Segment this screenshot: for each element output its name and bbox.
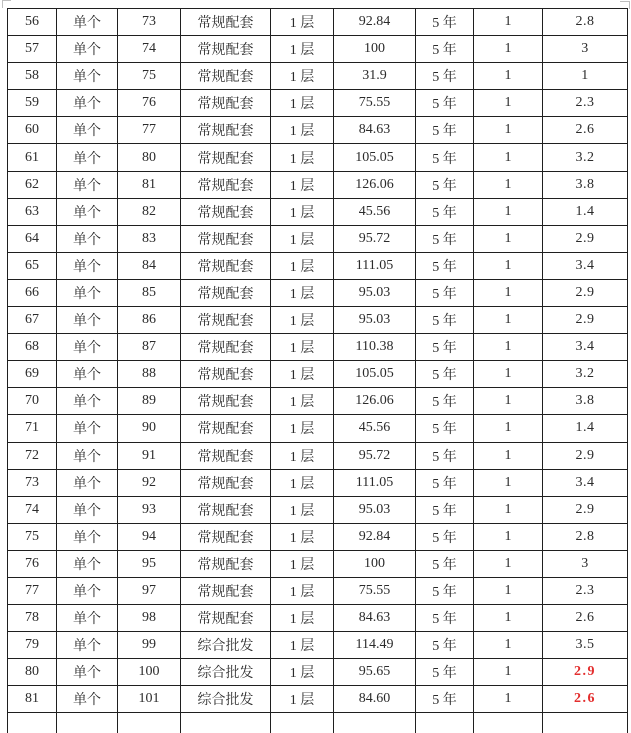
cell-category[interactable]: 常规配套 xyxy=(181,469,271,496)
cell-category[interactable]: 常规配套 xyxy=(181,496,271,523)
cell-floor[interactable]: 1 层 xyxy=(271,279,334,306)
cell-category[interactable]: 常规配套 xyxy=(181,36,271,63)
cell-floor[interactable]: 1 层 xyxy=(271,144,334,171)
table-row xyxy=(8,442,628,469)
cell-floor[interactable]: 1 层 xyxy=(271,686,334,713)
table-row-partial xyxy=(8,713,628,733)
cell-type[interactable]: 单个 xyxy=(57,225,118,252)
cell-shop-number[interactable]: 81 xyxy=(118,171,181,198)
cell-count[interactable]: 1 xyxy=(474,550,543,577)
cell-rate[interactable]: 2.8 xyxy=(543,9,628,36)
cell-count[interactable]: 1 xyxy=(474,496,543,523)
cell-area[interactable]: 92.84 xyxy=(334,523,416,550)
cell-rate[interactable]: 2.9 xyxy=(543,496,628,523)
cell-term[interactable]: 5 年 xyxy=(416,252,474,279)
cell-floor[interactable]: 1 层 xyxy=(271,334,334,361)
cell-category[interactable]: 常规配套 xyxy=(181,225,271,252)
cell-rate[interactable]: 2.9 xyxy=(543,442,628,469)
cell-shop-number[interactable]: 95 xyxy=(118,550,181,577)
cell-type[interactable]: 单个 xyxy=(57,577,118,604)
cell-count[interactable]: 1 xyxy=(474,198,543,225)
table-row xyxy=(8,523,628,550)
cell-count[interactable]: 1 xyxy=(474,36,543,63)
cell-area[interactable]: 45.56 xyxy=(334,198,416,225)
cell-empty xyxy=(271,713,334,733)
cell-area[interactable]: 100 xyxy=(334,36,416,63)
cell-floor[interactable]: 1 层 xyxy=(271,361,334,388)
cell-count[interactable]: 1 xyxy=(474,171,543,198)
cell-rate[interactable]: 2.6 xyxy=(543,686,628,713)
cell-term[interactable]: 5 年 xyxy=(416,550,474,577)
cell-shop-number[interactable]: 87 xyxy=(118,334,181,361)
cell-rate[interactable]: 3.8 xyxy=(543,388,628,415)
cell-area[interactable]: 95.03 xyxy=(334,279,416,306)
table-row xyxy=(8,659,628,686)
table-row xyxy=(8,63,628,90)
cell-floor[interactable]: 1 层 xyxy=(271,442,334,469)
cell-rate[interactable]: 2.6 xyxy=(543,117,628,144)
cell-serial[interactable]: 76 xyxy=(8,550,57,577)
cell-type[interactable]: 单个 xyxy=(57,415,118,442)
table-row xyxy=(8,36,628,63)
cell-area[interactable]: 45.56 xyxy=(334,415,416,442)
cell-category[interactable]: 常规配套 xyxy=(181,171,271,198)
cell-shop-number[interactable]: 76 xyxy=(118,90,181,117)
cell-serial[interactable]: 71 xyxy=(8,415,57,442)
cell-rate[interactable]: 2.8 xyxy=(543,523,628,550)
cell-term[interactable]: 5 年 xyxy=(416,279,474,306)
cell-category[interactable]: 常规配套 xyxy=(181,117,271,144)
cell-rate[interactable]: 1 xyxy=(543,63,628,90)
cell-count[interactable]: 1 xyxy=(474,686,543,713)
cell-serial[interactable]: 78 xyxy=(8,605,57,632)
cell-type[interactable]: 单个 xyxy=(57,659,118,686)
cell-count[interactable]: 1 xyxy=(474,144,543,171)
cell-area[interactable]: 95.03 xyxy=(334,307,416,334)
cell-area[interactable]: 114.49 xyxy=(334,632,416,659)
cell-category[interactable]: 常规配套 xyxy=(181,605,271,632)
cell-area[interactable]: 84.60 xyxy=(334,686,416,713)
cell-rate[interactable]: 3.2 xyxy=(543,361,628,388)
cell-term[interactable]: 5 年 xyxy=(416,659,474,686)
cell-rate[interactable]: 3 xyxy=(543,550,628,577)
cell-term[interactable]: 5 年 xyxy=(416,307,474,334)
cell-serial[interactable]: 64 xyxy=(8,225,57,252)
cell-count[interactable]: 1 xyxy=(474,279,543,306)
table-row xyxy=(8,577,628,604)
cell-term[interactable]: 5 年 xyxy=(416,144,474,171)
cell-term[interactable]: 5 年 xyxy=(416,117,474,144)
cell-type[interactable]: 单个 xyxy=(57,144,118,171)
cell-count[interactable]: 1 xyxy=(474,307,543,334)
cell-floor[interactable]: 1 层 xyxy=(271,36,334,63)
cell-term[interactable]: 5 年 xyxy=(416,577,474,604)
cell-area[interactable]: 31.9 xyxy=(334,63,416,90)
cell-category[interactable]: 常规配套 xyxy=(181,90,271,117)
cell-type[interactable]: 单个 xyxy=(57,496,118,523)
cell-category[interactable]: 常规配套 xyxy=(181,388,271,415)
cell-floor[interactable]: 1 层 xyxy=(271,198,334,225)
cell-serial[interactable]: 58 xyxy=(8,63,57,90)
cell-area[interactable]: 126.06 xyxy=(334,388,416,415)
cell-term[interactable]: 5 年 xyxy=(416,334,474,361)
cell-type[interactable]: 单个 xyxy=(57,605,118,632)
table-row xyxy=(8,496,628,523)
cell-term[interactable]: 5 年 xyxy=(416,198,474,225)
cell-count[interactable]: 1 xyxy=(474,415,543,442)
cell-category[interactable]: 常规配套 xyxy=(181,307,271,334)
cell-type[interactable]: 单个 xyxy=(57,550,118,577)
cell-shop-number[interactable]: 88 xyxy=(118,361,181,388)
table-row xyxy=(8,144,628,171)
cell-category[interactable]: 综合批发 xyxy=(181,632,271,659)
cell-rate[interactable]: 2.3 xyxy=(543,577,628,604)
cell-serial[interactable]: 79 xyxy=(8,632,57,659)
cell-count[interactable]: 1 xyxy=(474,632,543,659)
cell-shop-number[interactable]: 93 xyxy=(118,496,181,523)
cell-floor[interactable]: 1 层 xyxy=(271,63,334,90)
cell-serial[interactable]: 81 xyxy=(8,686,57,713)
cell-empty xyxy=(8,713,57,733)
cell-shop-number[interactable]: 99 xyxy=(118,632,181,659)
cell-serial[interactable]: 62 xyxy=(8,171,57,198)
cell-serial[interactable]: 72 xyxy=(8,442,57,469)
cell-category[interactable]: 常规配套 xyxy=(181,63,271,90)
table-row xyxy=(8,307,628,334)
shops-table xyxy=(7,8,628,733)
cell-shop-number[interactable]: 82 xyxy=(118,198,181,225)
cell-term[interactable]: 5 年 xyxy=(416,496,474,523)
cell-type[interactable]: 单个 xyxy=(57,469,118,496)
cell-serial[interactable]: 61 xyxy=(8,144,57,171)
cell-term[interactable]: 5 年 xyxy=(416,90,474,117)
cell-area[interactable]: 105.05 xyxy=(334,361,416,388)
cell-empty xyxy=(334,713,416,733)
cell-empty xyxy=(118,713,181,733)
cell-shop-number[interactable]: 91 xyxy=(118,442,181,469)
cell-shop-number[interactable]: 84 xyxy=(118,252,181,279)
table-row xyxy=(8,388,628,415)
cell-term[interactable]: 5 年 xyxy=(416,415,474,442)
cell-serial[interactable]: 69 xyxy=(8,361,57,388)
table-row xyxy=(8,252,628,279)
cell-shop-number[interactable]: 98 xyxy=(118,605,181,632)
cell-rate[interactable]: 2.9 xyxy=(543,659,628,686)
cell-count[interactable]: 1 xyxy=(474,605,543,632)
cell-category[interactable]: 常规配套 xyxy=(181,577,271,604)
cell-shop-number[interactable]: 100 xyxy=(118,659,181,686)
cell-serial[interactable]: 77 xyxy=(8,577,57,604)
cell-floor[interactable]: 1 层 xyxy=(271,307,334,334)
cell-area[interactable]: 126.06 xyxy=(334,171,416,198)
cell-serial[interactable]: 56 xyxy=(8,9,57,36)
cell-type[interactable]: 单个 xyxy=(57,63,118,90)
cell-shop-number[interactable]: 85 xyxy=(118,279,181,306)
cell-count[interactable]: 1 xyxy=(474,659,543,686)
cell-category[interactable]: 综合批发 xyxy=(181,686,271,713)
cell-rate[interactable]: 3.4 xyxy=(543,252,628,279)
table-row xyxy=(8,686,628,713)
cell-term[interactable]: 5 年 xyxy=(416,686,474,713)
cell-type[interactable]: 单个 xyxy=(57,279,118,306)
cell-area[interactable]: 84.63 xyxy=(334,117,416,144)
cell-type[interactable]: 单个 xyxy=(57,442,118,469)
cell-rate[interactable]: 2.9 xyxy=(543,307,628,334)
cell-term[interactable]: 5 年 xyxy=(416,63,474,90)
cell-category[interactable]: 综合批发 xyxy=(181,659,271,686)
cell-count[interactable]: 1 xyxy=(474,117,543,144)
cell-floor[interactable]: 1 层 xyxy=(271,577,334,604)
cell-serial[interactable]: 59 xyxy=(8,90,57,117)
cell-area[interactable]: 95.72 xyxy=(334,442,416,469)
cell-shop-number[interactable]: 97 xyxy=(118,577,181,604)
table-row xyxy=(8,198,628,225)
table-row xyxy=(8,171,628,198)
cell-rate[interactable]: 3.4 xyxy=(543,334,628,361)
cell-area[interactable]: 92.84 xyxy=(334,9,416,36)
cell-serial[interactable]: 73 xyxy=(8,469,57,496)
cell-area[interactable]: 95.03 xyxy=(334,496,416,523)
cell-type[interactable]: 单个 xyxy=(57,334,118,361)
cell-floor[interactable]: 1 层 xyxy=(271,659,334,686)
table-row xyxy=(8,632,628,659)
table-row xyxy=(8,279,628,306)
cell-serial[interactable]: 80 xyxy=(8,659,57,686)
cell-floor[interactable]: 1 层 xyxy=(271,252,334,279)
cell-type[interactable]: 单个 xyxy=(57,117,118,144)
cell-term[interactable]: 5 年 xyxy=(416,225,474,252)
cell-empty xyxy=(474,713,543,733)
cell-serial[interactable]: 60 xyxy=(8,117,57,144)
cell-floor[interactable]: 1 层 xyxy=(271,415,334,442)
cell-shop-number[interactable]: 89 xyxy=(118,388,181,415)
cell-shop-number[interactable]: 74 xyxy=(118,36,181,63)
cell-rate[interactable]: 2.3 xyxy=(543,90,628,117)
table-row xyxy=(8,90,628,117)
cell-rate[interactable]: 1.4 xyxy=(543,198,628,225)
cell-floor[interactable]: 1 层 xyxy=(271,225,334,252)
cell-term[interactable]: 5 年 xyxy=(416,9,474,36)
cell-category[interactable]: 常规配套 xyxy=(181,334,271,361)
cell-shop-number[interactable]: 80 xyxy=(118,144,181,171)
cell-term[interactable]: 5 年 xyxy=(416,442,474,469)
cell-area[interactable]: 84.63 xyxy=(334,605,416,632)
cell-type[interactable]: 单个 xyxy=(57,36,118,63)
cell-type[interactable]: 单个 xyxy=(57,9,118,36)
cell-shop-number[interactable]: 101 xyxy=(118,686,181,713)
cell-count[interactable]: 1 xyxy=(474,90,543,117)
cell-count[interactable]: 1 xyxy=(474,469,543,496)
cell-term[interactable]: 5 年 xyxy=(416,388,474,415)
cell-category[interactable]: 常规配套 xyxy=(181,523,271,550)
table-row xyxy=(8,117,628,144)
cell-empty xyxy=(181,713,271,733)
cell-area[interactable]: 110.38 xyxy=(334,334,416,361)
cell-shop-number[interactable]: 75 xyxy=(118,63,181,90)
cell-area[interactable]: 111.05 xyxy=(334,252,416,279)
cell-rate[interactable]: 3.4 xyxy=(543,469,628,496)
cell-term[interactable]: 5 年 xyxy=(416,171,474,198)
cell-category[interactable]: 常规配套 xyxy=(181,361,271,388)
cell-floor[interactable]: 1 层 xyxy=(271,171,334,198)
cell-rate[interactable]: 3.5 xyxy=(543,632,628,659)
cell-serial[interactable]: 67 xyxy=(8,307,57,334)
cell-count[interactable]: 1 xyxy=(474,9,543,36)
table-row xyxy=(8,550,628,577)
cell-count[interactable]: 1 xyxy=(474,388,543,415)
cell-floor[interactable]: 1 层 xyxy=(271,117,334,144)
cell-type[interactable]: 单个 xyxy=(57,307,118,334)
cell-count[interactable]: 1 xyxy=(474,225,543,252)
cell-empty xyxy=(57,713,118,733)
cell-area[interactable]: 100 xyxy=(334,550,416,577)
table-row xyxy=(8,9,628,36)
cell-serial[interactable]: 74 xyxy=(8,496,57,523)
cell-shop-number[interactable]: 90 xyxy=(118,415,181,442)
table-body xyxy=(8,9,628,733)
cell-term[interactable]: 5 年 xyxy=(416,361,474,388)
cell-floor[interactable]: 1 层 xyxy=(271,632,334,659)
cell-count[interactable]: 1 xyxy=(474,63,543,90)
cell-term[interactable]: 5 年 xyxy=(416,36,474,63)
table-row xyxy=(8,225,628,252)
cell-type[interactable]: 单个 xyxy=(57,171,118,198)
cell-rate[interactable]: 3 xyxy=(543,36,628,63)
cell-shop-number[interactable]: 83 xyxy=(118,225,181,252)
cell-serial[interactable]: 63 xyxy=(8,198,57,225)
cell-term[interactable]: 5 年 xyxy=(416,605,474,632)
cell-floor[interactable]: 1 层 xyxy=(271,523,334,550)
cell-shop-number[interactable]: 86 xyxy=(118,307,181,334)
cell-empty xyxy=(416,713,474,733)
cell-category[interactable]: 常规配套 xyxy=(181,144,271,171)
cell-category[interactable]: 常规配套 xyxy=(181,198,271,225)
cell-floor[interactable]: 1 层 xyxy=(271,550,334,577)
cell-empty xyxy=(543,713,628,733)
cell-floor[interactable]: 1 层 xyxy=(271,388,334,415)
cell-serial[interactable]: 66 xyxy=(8,279,57,306)
cell-area[interactable]: 111.05 xyxy=(334,469,416,496)
cell-type[interactable]: 单个 xyxy=(57,388,118,415)
cell-serial[interactable]: 57 xyxy=(8,36,57,63)
cell-count[interactable]: 1 xyxy=(474,334,543,361)
cell-term[interactable]: 5 年 xyxy=(416,632,474,659)
cell-area[interactable]: 105.05 xyxy=(334,144,416,171)
cell-floor[interactable]: 1 层 xyxy=(271,90,334,117)
cell-rate[interactable]: 3.2 xyxy=(543,144,628,171)
cell-floor[interactable]: 1 层 xyxy=(271,469,334,496)
cell-floor[interactable]: 1 层 xyxy=(271,9,334,36)
cell-type[interactable]: 单个 xyxy=(57,252,118,279)
cell-shop-number[interactable]: 73 xyxy=(118,9,181,36)
cell-category[interactable]: 常规配套 xyxy=(181,9,271,36)
cell-serial[interactable]: 70 xyxy=(8,388,57,415)
cell-floor[interactable]: 1 层 xyxy=(271,496,334,523)
cell-rate[interactable]: 2.6 xyxy=(543,605,628,632)
cell-category[interactable]: 常规配套 xyxy=(181,442,271,469)
cell-area[interactable]: 75.55 xyxy=(334,90,416,117)
cell-type[interactable]: 单个 xyxy=(57,361,118,388)
cell-category[interactable]: 常规配套 xyxy=(181,252,271,279)
cell-count[interactable]: 1 xyxy=(474,442,543,469)
table-row xyxy=(8,415,628,442)
cell-type[interactable]: 单个 xyxy=(57,90,118,117)
cell-rate[interactable]: 2.9 xyxy=(543,279,628,306)
cell-shop-number[interactable]: 77 xyxy=(118,117,181,144)
cell-area[interactable]: 95.65 xyxy=(334,659,416,686)
cell-floor[interactable]: 1 层 xyxy=(271,605,334,632)
cell-rate[interactable]: 3.8 xyxy=(543,171,628,198)
table-row xyxy=(8,334,628,361)
cell-area[interactable]: 75.55 xyxy=(334,577,416,604)
cell-rate[interactable]: 1.4 xyxy=(543,415,628,442)
table-row xyxy=(8,361,628,388)
table-row xyxy=(8,605,628,632)
cell-category[interactable]: 常规配套 xyxy=(181,279,271,306)
cell-count[interactable]: 1 xyxy=(474,577,543,604)
cell-count[interactable]: 1 xyxy=(474,361,543,388)
page-corner-mark-top-left xyxy=(2,0,11,8)
cell-serial[interactable]: 68 xyxy=(8,334,57,361)
cell-serial[interactable]: 75 xyxy=(8,523,57,550)
cell-shop-number[interactable]: 92 xyxy=(118,469,181,496)
cell-term[interactable]: 5 年 xyxy=(416,523,474,550)
table-row xyxy=(8,469,628,496)
cell-area[interactable]: 95.72 xyxy=(334,225,416,252)
cell-type[interactable]: 单个 xyxy=(57,523,118,550)
cell-shop-number[interactable]: 94 xyxy=(118,523,181,550)
cell-type[interactable]: 单个 xyxy=(57,632,118,659)
cell-term[interactable]: 5 年 xyxy=(416,469,474,496)
cell-count[interactable]: 1 xyxy=(474,523,543,550)
cell-rate[interactable]: 2.9 xyxy=(543,225,628,252)
cell-type[interactable]: 单个 xyxy=(57,198,118,225)
cell-type[interactable]: 单个 xyxy=(57,686,118,713)
cell-serial[interactable]: 65 xyxy=(8,252,57,279)
cell-category[interactable]: 常规配套 xyxy=(181,550,271,577)
cell-category[interactable]: 常规配套 xyxy=(181,415,271,442)
cell-count[interactable]: 1 xyxy=(474,252,543,279)
